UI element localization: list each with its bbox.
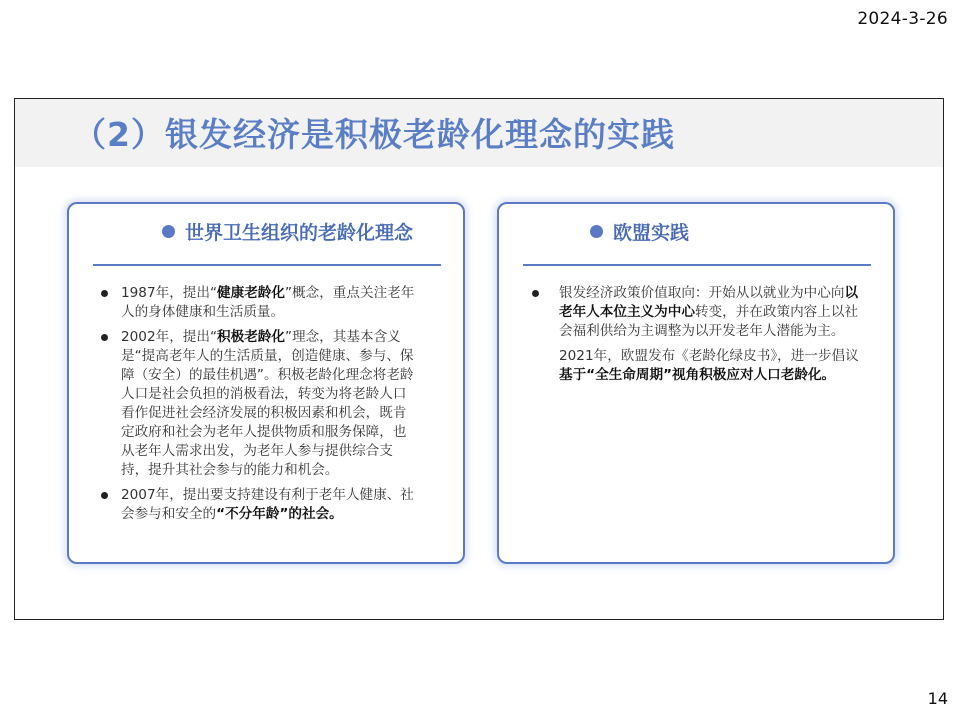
- divider: [93, 264, 441, 266]
- who-card: [67, 202, 465, 564]
- eu-card-heading-text: 欧盟实践: [613, 222, 690, 244]
- slide-title: （2）银发经济是积极老龄化理念的实践: [73, 115, 675, 154]
- page-number: 14: [927, 689, 948, 708]
- item-emphasis: 积极老龄化: [217, 329, 285, 345]
- slide: [14, 98, 944, 620]
- item-text: ”概念，重点关注老年人的身体健康和生活质量。: [121, 285, 415, 320]
- list-item: [529, 284, 859, 341]
- heading-dot-icon: [590, 225, 603, 238]
- heading-dot-icon: [162, 225, 175, 238]
- list-item: [99, 284, 419, 322]
- item-emphasis: 以老年人本位主义为中心: [559, 285, 859, 320]
- item-text: 银发经济政策价值取向：开始从以就业为中心向: [559, 285, 845, 301]
- list-item: [99, 328, 419, 480]
- item-text: 2007年，提出要支持建设有利于老年人健康、社会参与和安全的: [121, 487, 414, 522]
- para-text: 2021年，欧盟发布《老龄化绿皮书》，进一步倡议: [559, 348, 859, 364]
- who-card-body: [99, 284, 419, 530]
- paragraph: [529, 347, 859, 385]
- para-emphasis: 基于“全生命周期”视角积极应对人口老龄化。: [559, 367, 836, 383]
- divider: [523, 264, 871, 266]
- item-text: 转变，并在政策内容上以社会福利供给为主调整为以开发老年人潜能为主。: [559, 304, 859, 339]
- bullet-icon: [101, 492, 108, 499]
- who-card-heading-text: 世界卫生组织的老龄化理念: [185, 222, 414, 244]
- item-text: ”理念，其基本含义是“提高老年人的生活质量，创造健康、参与、保障（安全）的最佳机遇”。积极老龄化理念将老龄人口是社会负担的消极看法，转变为将老龄人口看作促进社会经济发展的积极因素和机会，既肯定政府和社会为老年人提供物质和服务保障，也从老年人需求出发，为老年人参与提供综合支持，提升其社会参与的能力和机会。: [121, 329, 414, 478]
- bullet-icon: [101, 334, 108, 341]
- bullet-icon: [101, 290, 108, 297]
- eu-card-body: [529, 284, 859, 391]
- item-text: 2002年，提出“: [121, 329, 218, 345]
- item-text: 1987年，提出“: [121, 285, 218, 301]
- date-label: 2024-3-26: [857, 9, 948, 29]
- bullet-icon: [532, 290, 539, 297]
- item-emphasis: 健康老龄化: [217, 285, 285, 301]
- list-item: [99, 486, 419, 524]
- item-emphasis: “不分年龄”的社会。: [216, 506, 343, 522]
- eu-card-heading: [590, 218, 960, 245]
- eu-card: [497, 202, 895, 564]
